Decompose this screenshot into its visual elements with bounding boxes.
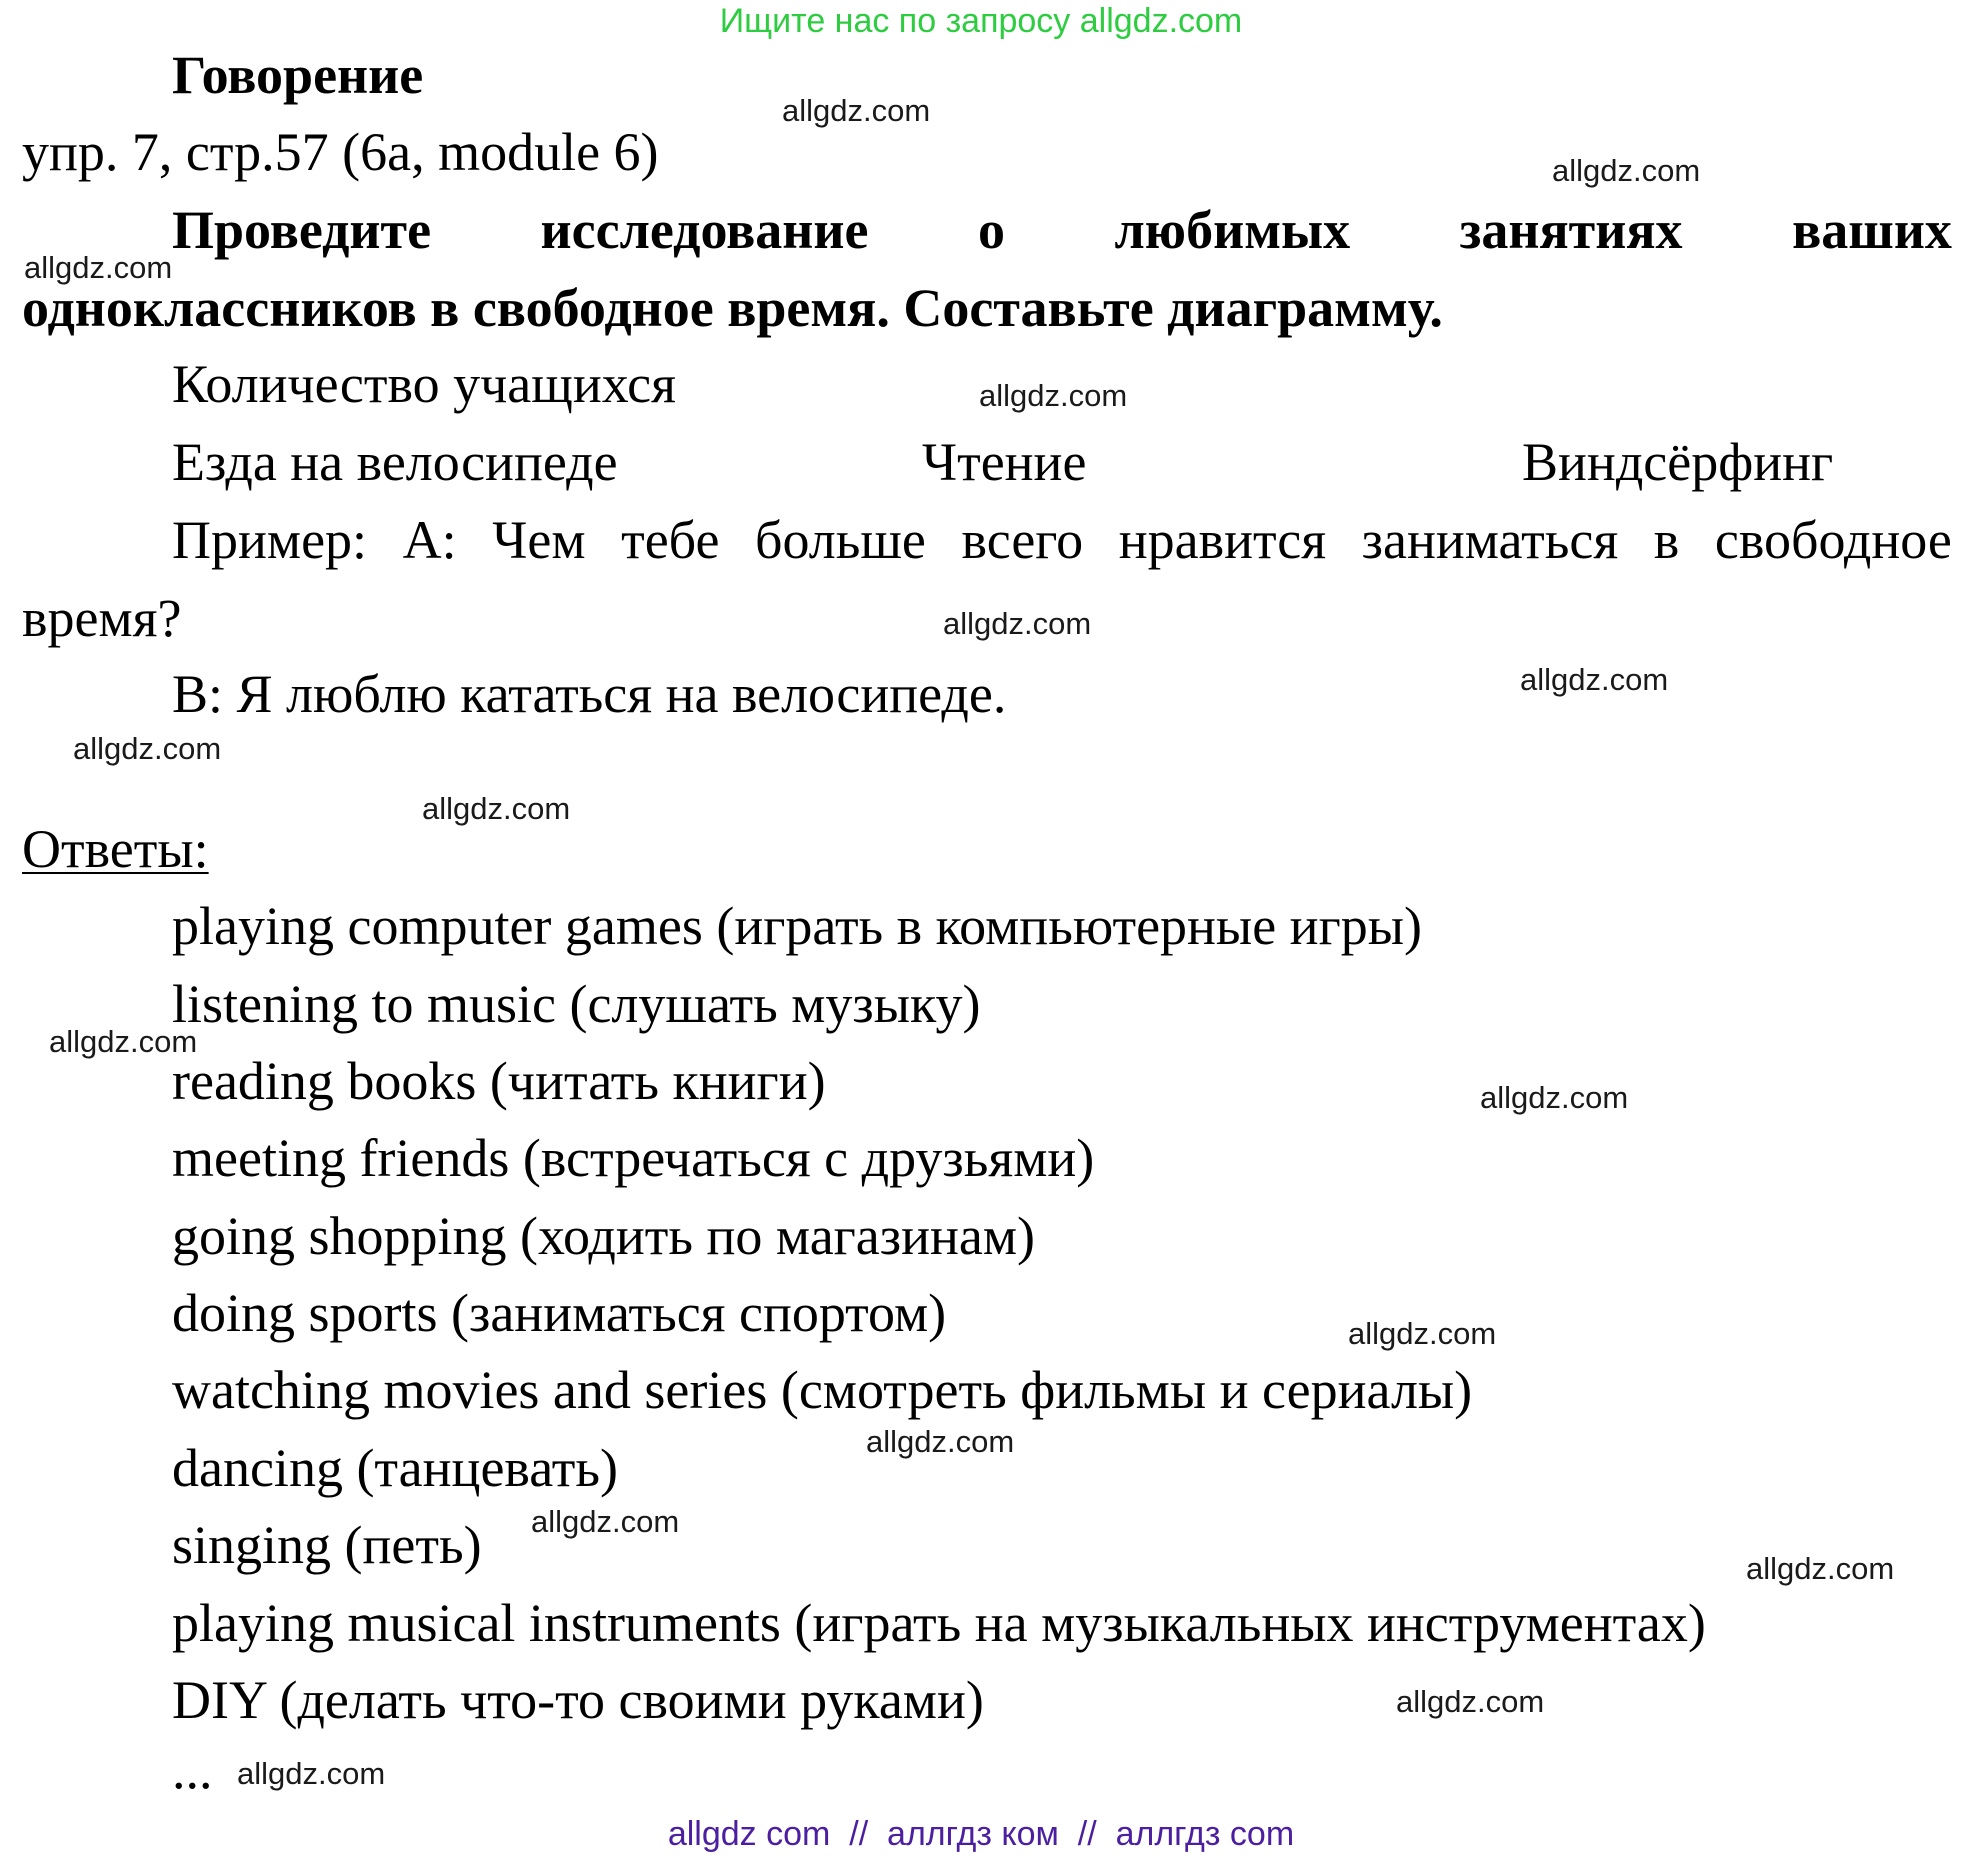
answer-item: DIY (делать что-то своими руками) bbox=[172, 1670, 984, 1730]
watermark: allgdz.com bbox=[1480, 1080, 1629, 1115]
watermark: allgdz.com bbox=[49, 1024, 198, 1059]
task-word: любимых bbox=[1114, 200, 1351, 260]
task-word: Проведите bbox=[172, 200, 432, 260]
example-word: тебе bbox=[621, 510, 720, 570]
watermark: allgdz.com bbox=[1746, 1551, 1895, 1586]
answer-item: reading books (читать книги) bbox=[172, 1051, 826, 1111]
answer-item: playing musical instruments (играть на музыкальных инструментах) bbox=[172, 1593, 1706, 1653]
category-windsurfing: Виндсёрфинг bbox=[1522, 432, 1834, 492]
example-line-2: время? bbox=[22, 588, 182, 648]
watermark: allgdz.com bbox=[782, 93, 931, 128]
task-word: о bbox=[978, 200, 1005, 260]
task-word: исследование bbox=[540, 200, 869, 260]
watermark: allgdz.com bbox=[422, 791, 571, 826]
answer-item: meeting friends (встречаться с друзьями) bbox=[172, 1128, 1095, 1188]
example-word: всего bbox=[961, 510, 1084, 570]
watermark: allgdz.com bbox=[1396, 1684, 1545, 1719]
watermark: allgdz.com bbox=[866, 1424, 1015, 1459]
example-answer: В: Я люблю кататься на велосипеде. bbox=[172, 664, 1007, 724]
example-word: Пример: bbox=[172, 510, 368, 570]
answer-item: going shopping (ходить по магазинам) bbox=[172, 1206, 1036, 1266]
example-word: в bbox=[1653, 510, 1680, 570]
example-word: больше bbox=[755, 510, 926, 570]
exercise-reference: упр. 7, стр.57 (6a, module 6) bbox=[22, 122, 659, 182]
watermark: allgdz.com bbox=[1552, 153, 1701, 188]
watermark: allgdz.com bbox=[1520, 662, 1669, 697]
watermark: allgdz.com bbox=[943, 606, 1092, 641]
watermark: allgdz.com bbox=[24, 250, 173, 285]
answer-item: singing (петь) bbox=[172, 1515, 482, 1575]
example-word: свободное bbox=[1714, 510, 1952, 570]
watermark: allgdz.com bbox=[531, 1504, 680, 1539]
example-word: Чем bbox=[492, 510, 586, 570]
task-line-1 bbox=[22, 200, 1952, 260]
example-word: нравится bbox=[1118, 510, 1327, 570]
answer-item: listening to music (слушать музыку) bbox=[172, 974, 981, 1034]
task-word: занятиях bbox=[1459, 200, 1683, 260]
watermark: allgdz.com bbox=[237, 1756, 386, 1791]
example-word: А: bbox=[402, 510, 457, 570]
answer-item: watching movies and series (смотреть фильмы и сериалы) bbox=[172, 1360, 1473, 1420]
answers-heading: Ответы: bbox=[22, 819, 209, 879]
category-cycling: Езда на велосипеде bbox=[172, 432, 618, 492]
answer-item: playing computer games (играть в компьютерные игры) bbox=[172, 896, 1422, 956]
watermark: allgdz.com bbox=[979, 378, 1128, 413]
answer-item: dancing (танцевать) bbox=[172, 1438, 618, 1498]
footer-links: allgdz com // аллгдз ком // аллгдз com bbox=[667, 1815, 1295, 1853]
task-word: ваших bbox=[1792, 200, 1952, 260]
category-reading: Чтение bbox=[922, 432, 1087, 492]
example-line-1 bbox=[22, 510, 1952, 570]
section-title: Говорение bbox=[172, 45, 424, 105]
task-line-2: одноклассников в свободное время. Составьте диаграмму. bbox=[22, 278, 1443, 338]
chart-label: Количество учащихся bbox=[172, 354, 676, 414]
watermark: allgdz.com bbox=[73, 731, 222, 766]
answer-item: doing sports (заниматься спортом) bbox=[172, 1283, 947, 1343]
answer-item: ... bbox=[172, 1740, 213, 1800]
top-banner: Ищите нас по запросу allgdz.com bbox=[719, 2, 1243, 40]
watermark: allgdz.com bbox=[1348, 1316, 1497, 1351]
example-word: заниматься bbox=[1361, 510, 1619, 570]
